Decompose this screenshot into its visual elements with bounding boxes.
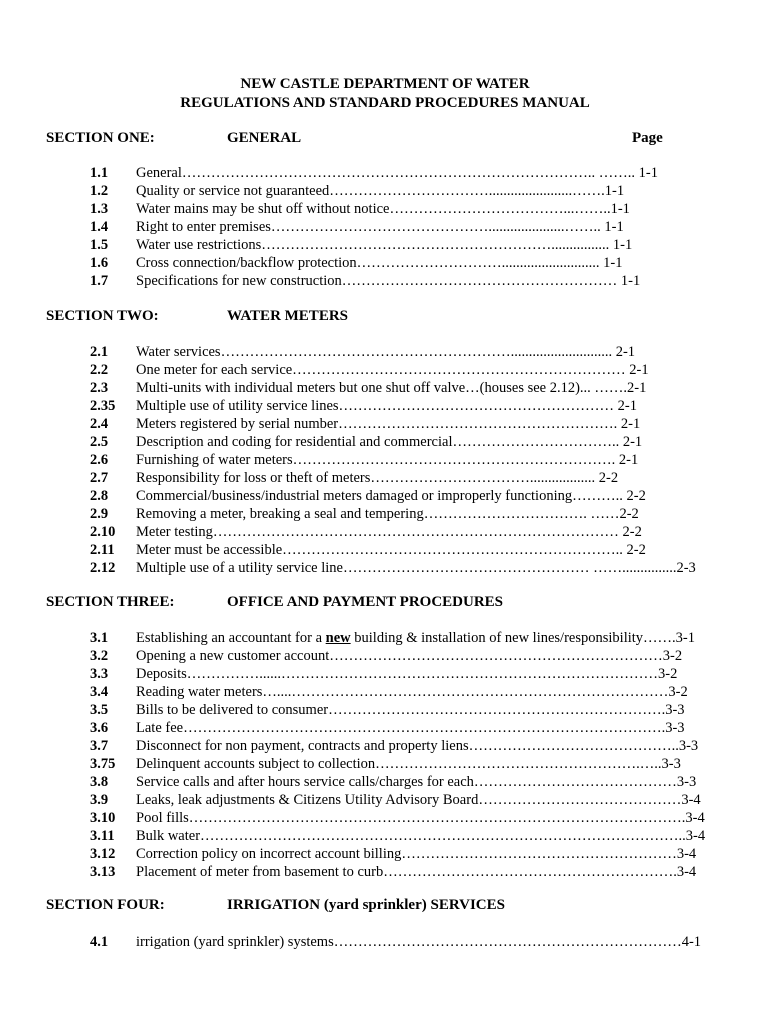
toc-row — [0, 343, 770, 361]
item-number: 2.4 — [90, 416, 109, 432]
item-number: 3.3 — [90, 666, 109, 682]
toc-row — [0, 755, 770, 773]
item-text: Bulk water………………………………………………………………………………………..3-4 — [136, 828, 706, 844]
section-label: SECTION ONE: — [46, 130, 155, 146]
item-number: 3.5 — [90, 702, 109, 718]
toc-row — [0, 397, 770, 415]
toc-row — [0, 272, 770, 290]
item-text: Right to enter premises……………………………………….....................…….. 1-1 — [136, 219, 624, 235]
toc-row — [0, 200, 770, 218]
item-number: 3.2 — [90, 648, 109, 664]
item-text: Quality or service not guaranteed…………………………….......................…….1-1 — [136, 183, 625, 199]
item-number: 2.7 — [90, 470, 109, 486]
item-number: 2.11 — [90, 542, 115, 558]
toc-row — [0, 415, 770, 433]
toc-row — [0, 737, 770, 755]
item-text: Bills to be delivered to consumer…………………………………………………………….3-3 — [136, 702, 685, 718]
item-number: 1.2 — [90, 183, 109, 199]
item-text: Meter must be accessible…………………………………………………………….. 2-2 — [136, 542, 646, 558]
item-number: 3.10 — [90, 810, 116, 826]
toc-row — [0, 683, 770, 701]
item-number: 3.6 — [90, 720, 109, 736]
item-number: 3.12 — [90, 846, 116, 862]
toc-row — [0, 809, 770, 827]
toc-row — [0, 933, 770, 951]
item-text: Water mains may be shut off without notice………………………………...……..1-1 — [136, 201, 630, 217]
section-three-heading — [46, 594, 503, 611]
item-number: 3.9 — [90, 792, 109, 808]
section-name: OFFICE AND PAYMENT PROCEDURES — [227, 594, 503, 610]
item-text: Description and coding for residential and commercial…………………………….. 2-1 — [136, 434, 643, 450]
item-number: 3.8 — [90, 774, 109, 790]
item-number: 1.6 — [90, 255, 109, 271]
item-text: Removing a meter, breaking a seal and tempering……………………………. ……2-2 — [136, 506, 639, 522]
toc-row — [0, 647, 770, 665]
item-number: 3.75 — [90, 756, 116, 772]
document-subtitle: REGULATIONS AND STANDARD PROCEDURES MANUAL — [180, 95, 590, 111]
item-number: 1.3 — [90, 201, 109, 217]
section-label: SECTION THREE: — [46, 594, 175, 610]
toc-row — [0, 541, 770, 559]
item-text: Water use restrictions……………………………………………………................ 1-1 — [136, 237, 633, 253]
item-number: 2.9 — [90, 506, 109, 522]
item-text: Meters registered by serial number…………………………………………………. 2-1 — [136, 416, 641, 432]
item-number: 2.3 — [90, 380, 109, 396]
item-text: Multiple use of a utility service line…………………………………………… ……...............2-3 — [136, 560, 696, 576]
item-number: 3.1 — [90, 630, 109, 646]
item-text: Water services……………………………………………………............................ 2-1 — [136, 344, 636, 360]
item-number: 1.7 — [90, 273, 109, 289]
section-label: SECTION FOUR: — [46, 897, 165, 913]
toc-row — [0, 719, 770, 737]
item-text: Disconnect for non payment, contracts and property liens……………………………………..3-3 — [136, 738, 699, 754]
section-one-heading — [46, 130, 302, 147]
item-number: 2.2 — [90, 362, 109, 378]
item-number: 4.1 — [90, 934, 109, 950]
toc-row — [0, 665, 770, 683]
item-text: Meter testing………………………………………………………………………… 2-2 — [136, 524, 642, 540]
toc-row — [0, 523, 770, 541]
toc-row — [0, 845, 770, 863]
toc-row — [0, 505, 770, 523]
toc-row — [0, 773, 770, 791]
item-text: Specifications for new construction………………………………………………… 1-1 — [136, 273, 641, 289]
toc-row — [0, 791, 770, 809]
item-text: Reading water meters…....……………………………………………………………………3-2 — [136, 684, 688, 700]
item-text: General………………………………………………………………………….. …….. 1-1 — [136, 165, 658, 181]
document-title: NEW CASTLE DEPARTMENT OF WATER — [240, 76, 530, 92]
item-number: 3.7 — [90, 738, 109, 754]
page-column-label: Page — [632, 130, 663, 146]
toc-row — [0, 451, 770, 469]
section-name: GENERAL — [227, 130, 302, 146]
toc-row — [0, 433, 770, 451]
item-text: Late fee……………………………………………………………………………………….3-3 — [136, 720, 685, 736]
item-number: 3.11 — [90, 828, 115, 844]
item-text: Cross connection/backflow protection…………………………........................... 1-1 — [136, 255, 623, 271]
section-label: SECTION TWO: — [46, 308, 159, 324]
item-text: Pool fills………………………………………………………………………………………….3-4 — [136, 810, 705, 826]
toc-row — [0, 487, 770, 505]
item-text: irrigation (yard sprinkler) systems………………………………………………………………4-1 — [136, 934, 702, 950]
item-number: 2.6 — [90, 452, 109, 468]
item-number: 2.5 — [90, 434, 109, 450]
item-text: Leaks, leak adjustments & Citizens Utility Advisory Board……………………………………3-4 — [136, 792, 701, 808]
item-text: Correction policy on incorrect account billing…………………………………………………3-4 — [136, 846, 697, 862]
toc-row — [0, 379, 770, 397]
item-text: One meter for each service…………………………………………………………… 2-1 — [136, 362, 649, 378]
item-number: 1.5 — [90, 237, 109, 253]
item-text: Commercial/business/industrial meters damaged or improperly functioning……….. 2-2 — [136, 488, 646, 504]
toc-row — [0, 164, 770, 182]
item-text: Furnishing of water meters…………………………………………………………. 2-1 — [136, 452, 639, 468]
section-two-heading — [46, 308, 348, 325]
toc-row — [0, 218, 770, 236]
item-text: Opening a new customer account……………………………………………………………3-2 — [136, 648, 683, 664]
item-text: Responsibility for loss or theft of meters…………………………….................. 2-2 — [136, 470, 619, 486]
toc-row — [0, 182, 770, 200]
toc-row — [0, 863, 770, 881]
item-text: Deposits……………......……………………………………………………………………3-2 — [136, 666, 678, 682]
item-number: 2.10 — [90, 524, 116, 540]
item-text: Service calls and after hours service calls/charges for each……………………………………3-3 — [136, 774, 697, 790]
toc-row — [0, 701, 770, 719]
item-number: 1.4 — [90, 219, 109, 235]
item-number: 2.8 — [90, 488, 109, 504]
toc-row — [0, 236, 770, 254]
item-number: 3.13 — [90, 864, 116, 880]
toc-row — [0, 361, 770, 379]
section-name: WATER METERS — [227, 308, 348, 324]
item-number: 2.35 — [90, 398, 116, 414]
item-text: Multiple use of utility service lines………………………………………………… 2-1 — [136, 398, 638, 414]
toc-row — [0, 629, 770, 647]
item-number: 3.4 — [90, 684, 109, 700]
item-number: 2.1 — [90, 344, 109, 360]
item-number: 1.1 — [90, 165, 109, 181]
item-text: Delinquent accounts subject to collection……………………………………………….…..3-3 — [136, 756, 681, 772]
item-text: Placement of meter from basement to curb…………………………………………………….3-4 — [136, 864, 697, 880]
section-four-heading — [46, 897, 505, 914]
item-text: Establishing an accountant for a new building & installation of new lines/responsibility…….3-1 — [136, 630, 695, 646]
toc-row — [0, 827, 770, 845]
item-number: 2.12 — [90, 560, 116, 576]
item-text: Multi-units with individual meters but one shut off valve…(houses see 2.12)... …….2-1 — [136, 380, 647, 396]
emphasis-new: new — [325, 630, 351, 646]
toc-row — [0, 254, 770, 272]
toc-row — [0, 559, 770, 577]
section-name: IRRIGATION (yard sprinkler) SERVICES — [227, 897, 505, 913]
toc-row — [0, 469, 770, 487]
